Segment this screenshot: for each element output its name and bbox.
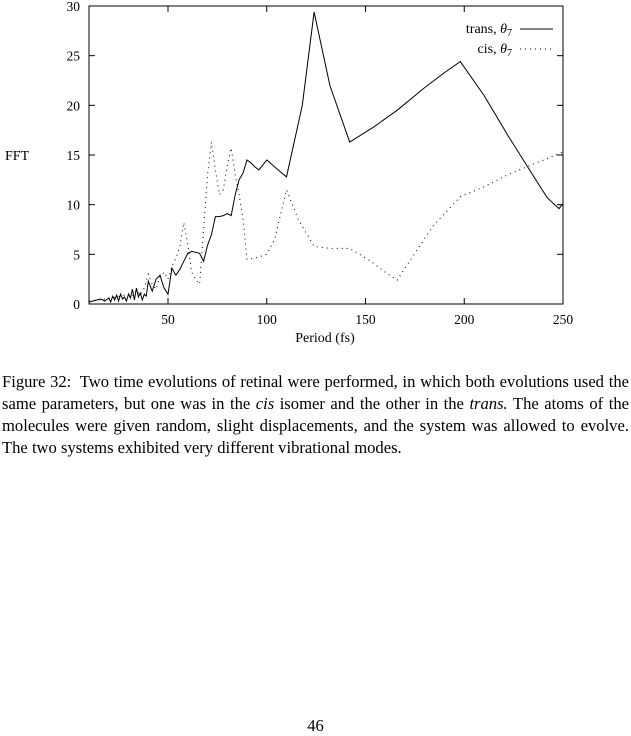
y-tick-label: 15 bbox=[66, 148, 80, 163]
y-tick-label: 10 bbox=[66, 197, 80, 213]
legend-entry-trans bbox=[466, 22, 512, 39]
caption-body: Two time evolutions of retinal were performed, in which both evolutions used the same parameters, but one was in the bbox=[2, 372, 629, 413]
legend-cis-sub: 7 bbox=[507, 48, 512, 59]
x-tick-label: 250 bbox=[552, 312, 574, 327]
y-tick-label: 25 bbox=[66, 48, 80, 64]
y-tick-label: 20 bbox=[66, 98, 80, 114]
page-number: 46 bbox=[307, 716, 324, 735]
legend-trans-text: trans, bbox=[465, 22, 501, 37]
x-tick-label: 50 bbox=[161, 312, 175, 327]
x-axis-label: Period (fs) bbox=[295, 331, 355, 346]
legend bbox=[466, 22, 553, 59]
legend-cis-theta: θ bbox=[500, 42, 507, 57]
y-tick-label: 0 bbox=[73, 297, 80, 312]
x-tick-label: 100 bbox=[256, 312, 277, 327]
figure-caption bbox=[2, 371, 629, 459]
legend-cis-text: cis, bbox=[477, 42, 501, 57]
caption-end: The atoms of the molecules were given random, slight displacements, and the system was allowed to evolve. The two systems exhibited very different vibrational modes. bbox=[2, 394, 629, 457]
legend-trans-sub: 7 bbox=[507, 28, 512, 39]
caption-label: Figure 32: bbox=[2, 372, 72, 391]
y-tick-label: 5 bbox=[73, 247, 80, 263]
x-tick-label: 200 bbox=[454, 312, 475, 327]
legend-entry-cis bbox=[478, 42, 512, 59]
y-tick-label: 30 bbox=[66, 0, 80, 14]
cis-series-line bbox=[89, 142, 563, 301]
x-tick-label: 150 bbox=[355, 312, 376, 327]
caption-trans: trans. bbox=[469, 394, 508, 413]
legend-trans-theta: θ bbox=[500, 22, 507, 37]
caption-cis: cis bbox=[255, 394, 275, 413]
caption-middle: isomer and the other in the bbox=[274, 394, 470, 413]
y-axis-label: FFT bbox=[5, 149, 30, 164]
fft-chart bbox=[0, 0, 631, 360]
